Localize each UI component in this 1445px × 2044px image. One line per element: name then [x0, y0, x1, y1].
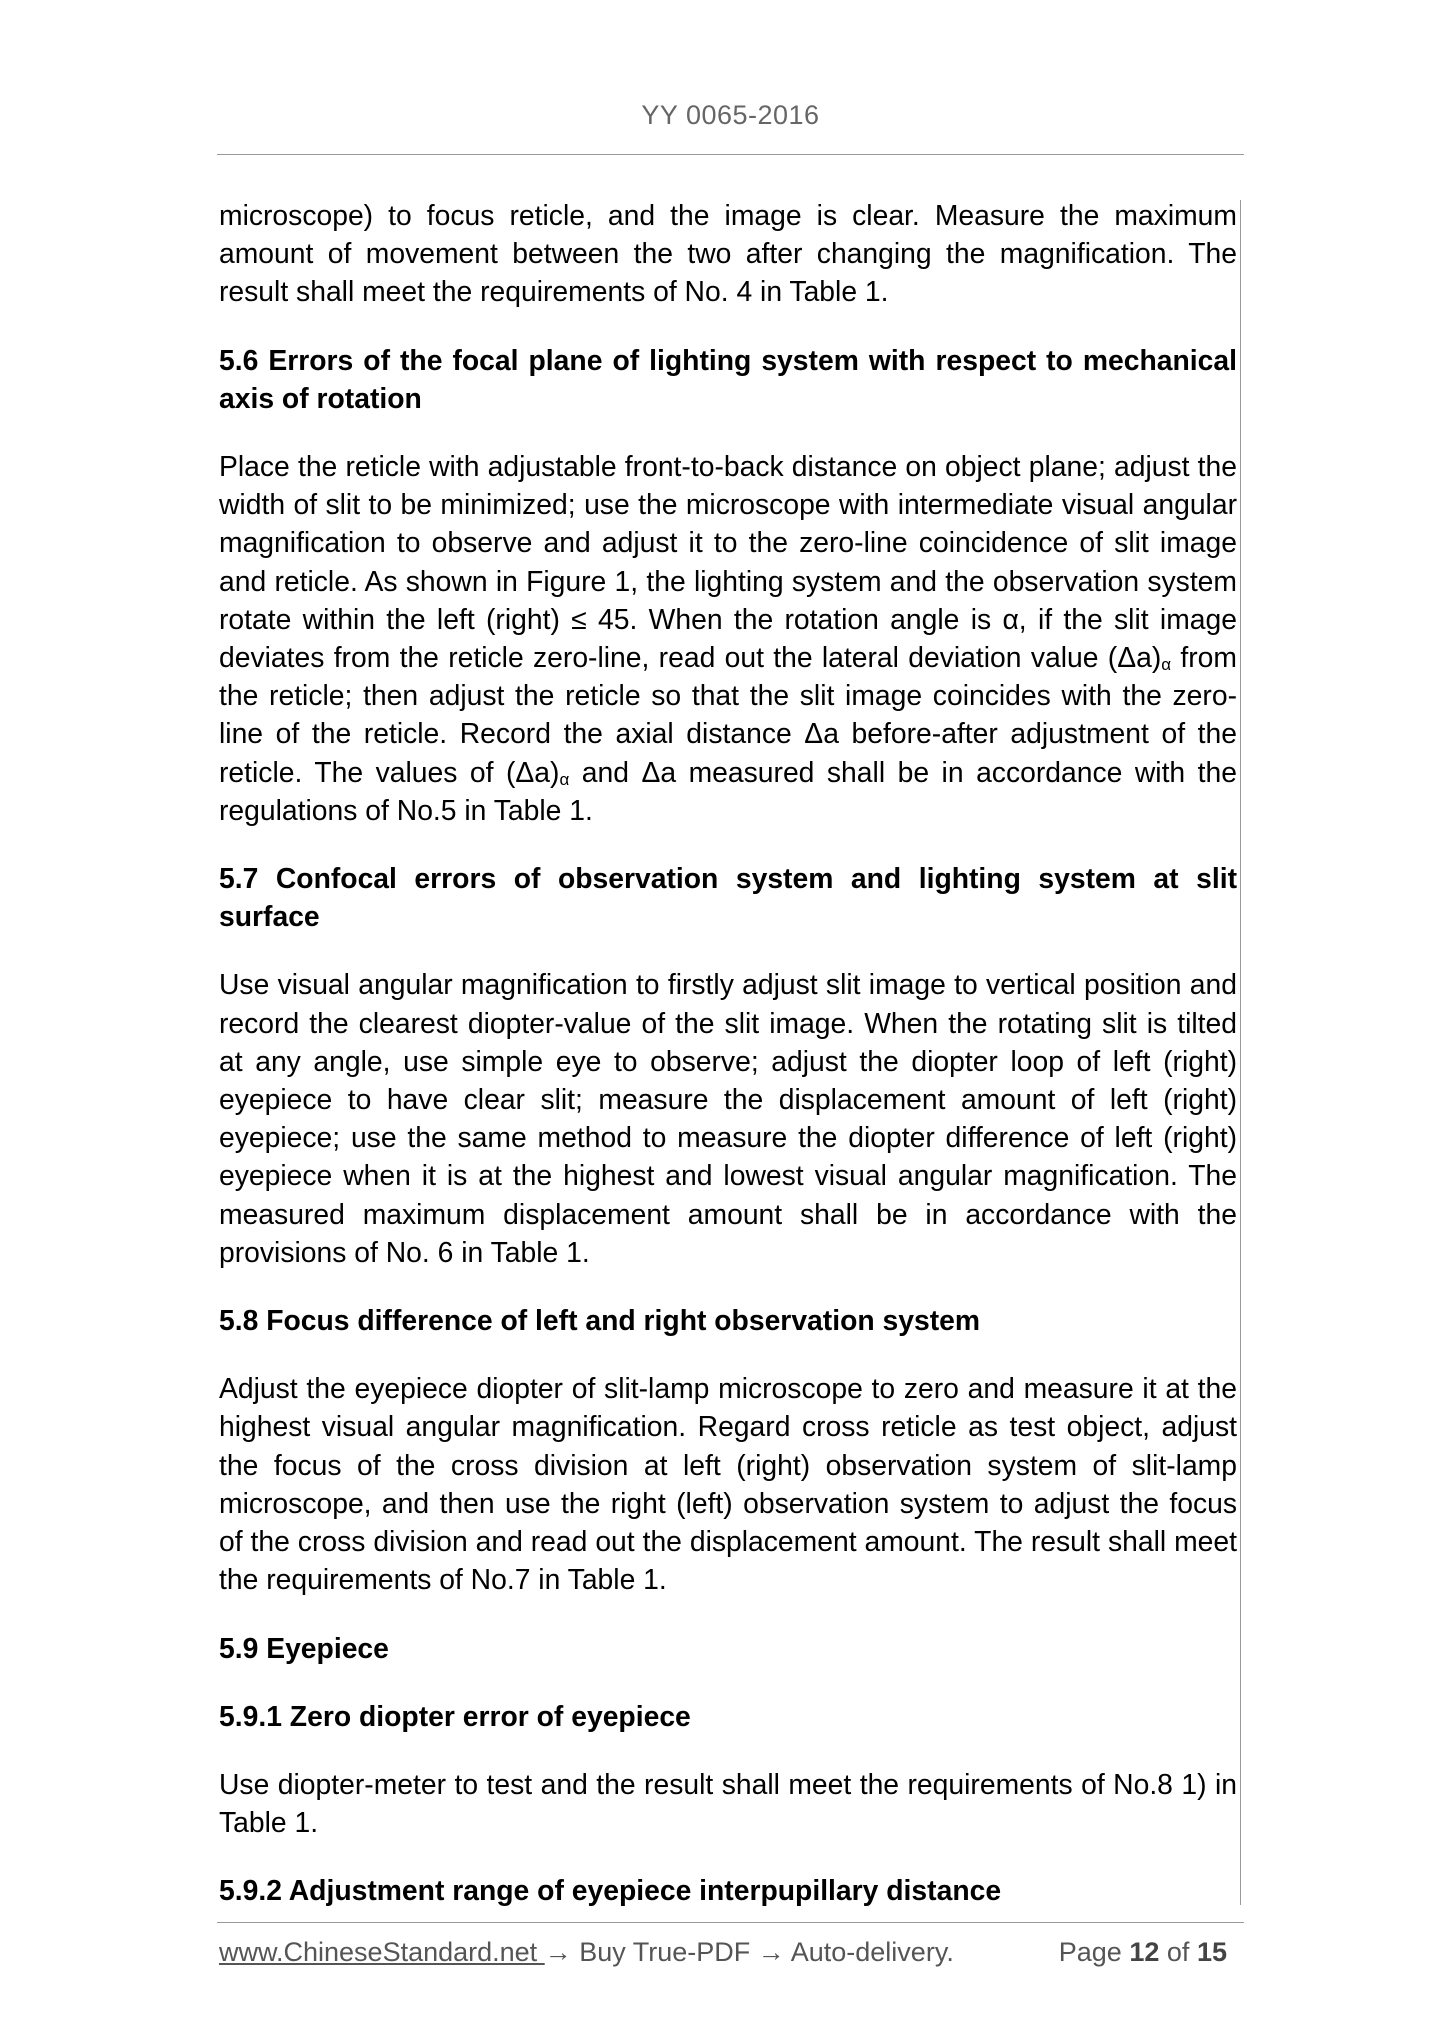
page-footer [219, 1937, 1239, 1973]
subscript-alpha: α [1161, 655, 1172, 675]
intro-paragraph: microscope) to focus reticle, and the image is clear. Measure the maximum amount of movement between the two after changing the magnification. The result shall meet the requirements of No. 4 in Table 1. [219, 199, 1237, 308]
section-5-9-1-heading: 5.9.1 Zero diopter error of eyepiece [219, 1699, 691, 1732]
page-body [219, 196, 1237, 1940]
page-label: Page [1058, 1937, 1122, 1967]
section-5-9-heading: 5.9 Eyepiece [219, 1631, 389, 1664]
arrow-right-icon: → [757, 1937, 785, 1967]
total-pages: 15 [1196, 1937, 1227, 1967]
footer-promo [219, 1937, 954, 1968]
document-header [217, 100, 1244, 131]
of-label: of [1166, 1937, 1190, 1967]
section-5-6-heading: 5.6 Errors of the focal plane of lighting system with respect to mechanical axis of rotation [219, 343, 1237, 414]
auto-delivery-text: Auto-delivery. [784, 1937, 954, 1967]
page-number [1059, 1937, 1227, 1968]
arrow-right-icon: → [544, 1937, 572, 1967]
section-5-6-text-a: Place the reticle with adjustable front-to-back distance on object plane; adjust the width of slit to be minimized; use the microscope with intermediate visual angular magnification to observe and adjust it to the zero-line coincidence of slit image and reticle. As shown in Figure 1, the lighting system and the observation system rotate within the left (right) ≤ 45. When the rotation angle is α, if the slit image deviates from the reticle zero-line, read out the lateral deviation value (Δa) [219, 450, 1237, 674]
section-5-6-text-b: from the reticle; then adjust the reticle so that the slit image coincides with the zero-line of the reticle. Record the axial distance Δa before-after adjustment of the reticle. The values of (Δa) [219, 641, 1237, 788]
header-divider [217, 154, 1244, 155]
website-link[interactable]: www.ChineseStandard.net [219, 1937, 545, 1967]
right-margin-line [1240, 200, 1241, 1905]
document-id: YY 0065-2016 [641, 100, 820, 130]
section-5-9-1-paragraph: Use diopter-meter to test and the result shall meet the requirements of No.8 1) in Table 1. [219, 1767, 1237, 1839]
buy-pdf-text: Buy True-PDF [571, 1937, 758, 1967]
footer-divider [217, 1922, 1244, 1923]
current-page: 12 [1129, 1937, 1160, 1967]
section-5-8-paragraph: Adjust the eyepiece diopter of slit-lamp microscope to zero and measure it at the highest visual angular magnification. Regard cross reticle as test object, adjust the focus of the cross division at left (right) observation system of slit-lamp microscope, and then use the right (left) observation system to adjust the focus of the cross division and read out the displacement amount. The result shall meet the requirements of No.7 in Table 1. [219, 1372, 1237, 1596]
section-5-7-paragraph: Use visual angular magnification to firstly adjust slit image to vertical position and record the clearest diopter-value of the slit image. When the rotating slit is tilted at any angle, use simple eye to observe; adjust the diopter loop of left (right) eyepiece to have clear slit; measure the displacement amount of left (right) eyepiece; use the same method to measure the diopter difference of left (right) eyepiece when it is at the highest and lowest visual angular magnification. The measured maximum displacement amount shall be in accordance with the provisions of No. 6 in Table 1. [219, 968, 1237, 1268]
section-5-9-2-heading: 5.9.2 Adjustment range of eyepiece interpupillary distance [219, 1874, 1002, 1907]
section-5-6-text-c: and Δa measured shall be in accordance with the regulations of No.5 in Table 1. [219, 755, 1237, 826]
section-5-8-heading: 5.8 Focus difference of left and right observation system [219, 1304, 981, 1337]
subscript-alpha: α [559, 769, 570, 789]
section-5-7-heading: 5.7 Confocal errors of observation system and lighting system at slit surface [219, 862, 1237, 933]
section-5-6-paragraph [219, 447, 1237, 829]
